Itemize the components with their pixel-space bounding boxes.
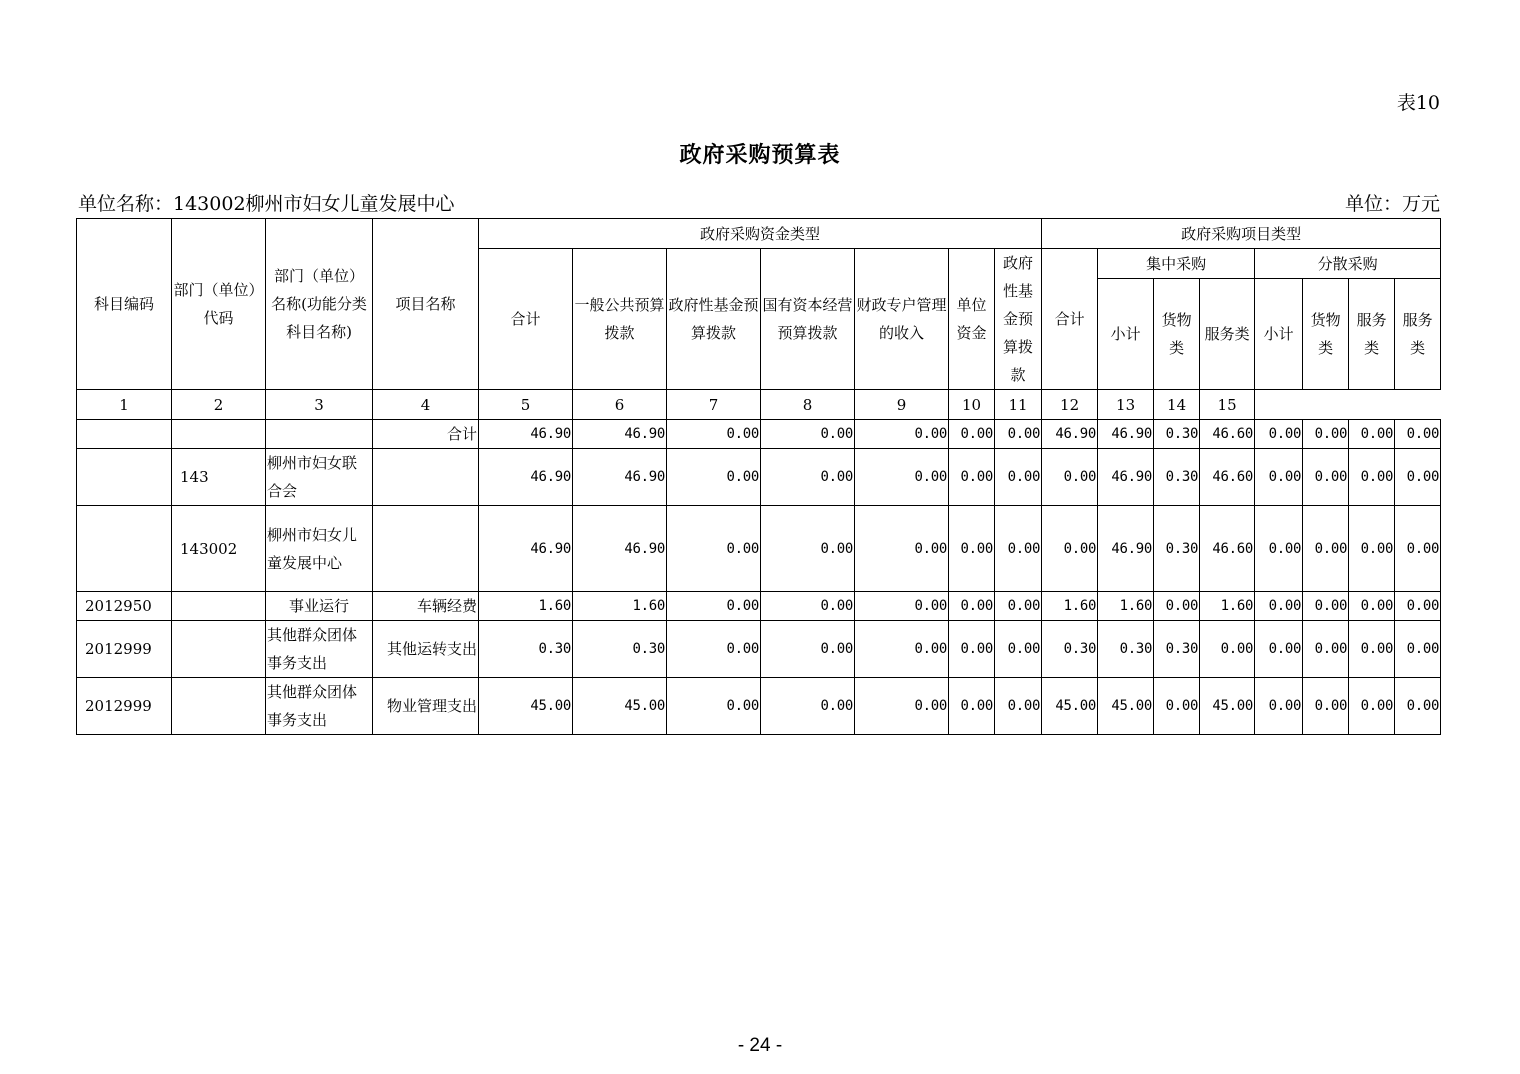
column-number: 10 (949, 390, 995, 420)
cell-dept-code (172, 420, 266, 449)
header-fund-col: 财政专户管理的收入 (855, 249, 949, 390)
cell-value: 0.30 (573, 621, 667, 678)
cell-value: 0.00 (1303, 420, 1349, 449)
cell-value: 0.00 (995, 506, 1042, 592)
cell-value: 46.90 (1042, 420, 1098, 449)
cell-value: 0.00 (855, 678, 949, 735)
cell-value: 0.00 (667, 621, 761, 678)
cell-project (373, 449, 479, 506)
header-central-col: 小计 (1098, 279, 1154, 390)
column-number: 11 (995, 390, 1042, 420)
cell-value: 0.00 (949, 449, 995, 506)
cell-value: 46.60 (1200, 420, 1255, 449)
header-fund-col: 一般公共预算拨款 (573, 249, 667, 390)
cell-value: 45.00 (1200, 678, 1255, 735)
cell-value: 0.00 (1255, 449, 1303, 506)
column-number: 3 (266, 390, 373, 420)
cell-value: 0.00 (995, 592, 1042, 621)
table-row (77, 449, 1441, 506)
column-number: 6 (573, 390, 667, 420)
header-scattered-col: 小计 (1255, 279, 1303, 390)
header-row-1 (77, 219, 1441, 249)
header-fund-col: 政府性基金预算拨款 (667, 249, 761, 390)
column-number: 15 (1200, 390, 1255, 420)
header-central-col: 货物类 (1154, 279, 1200, 390)
header-scattered-col: 货物类 (1303, 279, 1349, 390)
cell-value: 0.00 (1395, 592, 1441, 621)
cell-value: 0.00 (667, 592, 761, 621)
cell-value: 0.00 (949, 592, 995, 621)
cell-value: 0.00 (855, 592, 949, 621)
cell-value: 0.00 (1303, 449, 1349, 506)
cell-value: 0.00 (761, 621, 855, 678)
cell-value: 0.30 (1154, 420, 1200, 449)
cell-value: 0.00 (667, 678, 761, 735)
cell-value: 0.00 (1200, 621, 1255, 678)
cell-value: 0.00 (949, 678, 995, 735)
cell-value: 0.00 (1303, 506, 1349, 592)
page-number: - 24 - (737, 1035, 783, 1056)
cell-value: 46.90 (1098, 420, 1154, 449)
header-fund-col: 单位资金 (949, 249, 995, 390)
cell-value: 0.00 (667, 449, 761, 506)
table-row (77, 592, 1441, 621)
cell-value: 1.60 (479, 592, 573, 621)
header-fund-col: 合计 (479, 249, 573, 390)
cell-value: 0.30 (1154, 506, 1200, 592)
cell-code: 2012950 (77, 592, 172, 621)
cell-value: 0.00 (1349, 449, 1395, 506)
cell-value: 0.00 (855, 621, 949, 678)
cell-value: 0.00 (1349, 621, 1395, 678)
cell-value: 0.00 (1303, 592, 1349, 621)
cell-value: 0.00 (949, 621, 995, 678)
cell-value: 0.00 (1395, 678, 1441, 735)
table-row (77, 506, 1441, 592)
cell-value: 0.00 (1303, 678, 1349, 735)
cell-value: 46.90 (573, 420, 667, 449)
column-number: 12 (1042, 390, 1098, 420)
currency-unit-label: 单位：万元 (1344, 193, 1440, 215)
cell-code (77, 506, 172, 592)
cell-value: 46.90 (1098, 449, 1154, 506)
cell-value: 0.30 (1154, 621, 1200, 678)
cell-value: 0.00 (667, 420, 761, 449)
cell-dept-name (266, 420, 373, 449)
cell-value: 1.60 (573, 592, 667, 621)
cell-value: 46.60 (1200, 506, 1255, 592)
cell-value: 45.00 (573, 678, 667, 735)
cell-value: 46.90 (479, 506, 573, 592)
cell-value: 0.00 (1255, 420, 1303, 449)
cell-value: 0.00 (761, 592, 855, 621)
header-central-procurement: 集中采购 (1098, 249, 1255, 279)
cell-value: 0.30 (1042, 621, 1098, 678)
header-number-row (77, 390, 1441, 420)
cell-value: 0.00 (1349, 592, 1395, 621)
cell-value: 0.00 (949, 420, 995, 449)
cell-value: 0.00 (1395, 506, 1441, 592)
header-project-total: 合计 (1042, 249, 1098, 390)
cell-value: 45.00 (1042, 678, 1098, 735)
cell-value: 0.30 (1154, 449, 1200, 506)
header-project-type-group: 政府采购项目类型 (1042, 219, 1441, 249)
cell-value: 0.00 (1042, 449, 1098, 506)
cell-value: 0.00 (761, 506, 855, 592)
cell-value: 46.90 (1098, 506, 1154, 592)
cell-code (77, 449, 172, 506)
column-number: 2 (172, 390, 266, 420)
cell-project: 合计 (373, 420, 479, 449)
cell-value: 0.00 (1395, 449, 1441, 506)
cell-code (77, 420, 172, 449)
column-number: 9 (855, 390, 949, 420)
cell-value: 0.30 (479, 621, 573, 678)
column-number: 5 (479, 390, 573, 420)
cell-value: 0.00 (1303, 621, 1349, 678)
header-dept-code: 部门（单位）代码 (172, 219, 266, 390)
cell-value: 0.00 (855, 506, 949, 592)
cell-value: 1.60 (1200, 592, 1255, 621)
cell-value: 0.00 (1255, 506, 1303, 592)
table-row (77, 621, 1441, 678)
cell-value: 0.00 (855, 420, 949, 449)
cell-value: 0.00 (995, 449, 1042, 506)
cell-value: 0.00 (949, 506, 995, 592)
cell-value: 46.90 (479, 420, 573, 449)
cell-value: 0.00 (1154, 592, 1200, 621)
cell-dept-code (172, 678, 266, 735)
cell-code: 2012999 (77, 621, 172, 678)
procurement-budget-table (76, 218, 1441, 735)
cell-value: 0.00 (761, 678, 855, 735)
cell-value: 0.00 (1349, 506, 1395, 592)
cell-value: 1.60 (1098, 592, 1154, 621)
cell-value: 0.00 (1349, 678, 1395, 735)
meta-row (78, 189, 1440, 216)
column-number: 1 (77, 390, 172, 420)
table-row (77, 678, 1441, 735)
cell-value: 0.30 (1098, 621, 1154, 678)
header-scattered-col: 服务类 (1395, 279, 1441, 390)
cell-dept-code: 143 (172, 449, 266, 506)
header-fund-col: 国有资本经营预算拨款 (761, 249, 855, 390)
cell-value: 0.00 (1395, 420, 1441, 449)
cell-value: 0.00 (761, 420, 855, 449)
header-dept-name: 部门（单位）名称(功能分类科目名称) (266, 219, 373, 390)
header-scattered-col: 服务类 (1349, 279, 1395, 390)
cell-value: 0.00 (995, 678, 1042, 735)
cell-dept-code (172, 621, 266, 678)
header-fund-type-group: 政府采购资金类型 (479, 219, 1042, 249)
cell-value: 45.00 (1098, 678, 1154, 735)
cell-dept-name: 柳州市妇女儿童发展中心 (266, 506, 373, 592)
cell-dept-name: 柳州市妇女联合会 (266, 449, 373, 506)
cell-dept-name: 其他群众团体事务支出 (266, 678, 373, 735)
unit-name-label: 单位名称：143002柳州市妇女儿童发展中心 (78, 193, 455, 215)
column-number: 4 (373, 390, 479, 420)
cell-value: 0.00 (1395, 621, 1441, 678)
cell-value: 46.90 (573, 506, 667, 592)
cell-value: 46.90 (573, 449, 667, 506)
cell-value: 0.00 (1154, 678, 1200, 735)
cell-value: 0.00 (1255, 678, 1303, 735)
header-project-name: 项目名称 (373, 219, 479, 390)
cell-value: 0.00 (1255, 592, 1303, 621)
cell-project: 其他运转支出 (373, 621, 479, 678)
header-subject-code: 科目编码 (77, 219, 172, 390)
cell-value: 0.00 (855, 449, 949, 506)
cell-value: 0.00 (995, 621, 1042, 678)
cell-value: 46.60 (1200, 449, 1255, 506)
cell-value: 46.90 (479, 449, 573, 506)
cell-project: 车辆经费 (373, 592, 479, 621)
column-number: 8 (761, 390, 855, 420)
page-title: 政府采购预算表 (679, 142, 841, 168)
table-number: 表10 (1396, 92, 1440, 114)
cell-dept-code (172, 592, 266, 621)
cell-value: 0.00 (1255, 621, 1303, 678)
header-fund-col: 政府性基金预算拨款 (995, 249, 1042, 390)
cell-project (373, 506, 479, 592)
cell-value: 0.00 (667, 506, 761, 592)
header-central-col: 服务类 (1200, 279, 1255, 390)
column-number: 13 (1098, 390, 1154, 420)
cell-dept-name: 事业运行 (266, 592, 373, 621)
cell-value: 45.00 (479, 678, 573, 735)
cell-value: 0.00 (1349, 420, 1395, 449)
cell-project: 物业管理支出 (373, 678, 479, 735)
cell-code: 2012999 (77, 678, 172, 735)
column-number: 7 (667, 390, 761, 420)
table-row (77, 420, 1441, 449)
header-scattered-procurement: 分散采购 (1255, 249, 1441, 279)
cell-value: 1.60 (1042, 592, 1098, 621)
cell-dept-name: 其他群众团体事务支出 (266, 621, 373, 678)
cell-value: 0.00 (995, 420, 1042, 449)
cell-value: 0.00 (761, 449, 855, 506)
cell-dept-code: 143002 (172, 506, 266, 592)
column-number: 14 (1154, 390, 1200, 420)
cell-value: 0.00 (1042, 506, 1098, 592)
